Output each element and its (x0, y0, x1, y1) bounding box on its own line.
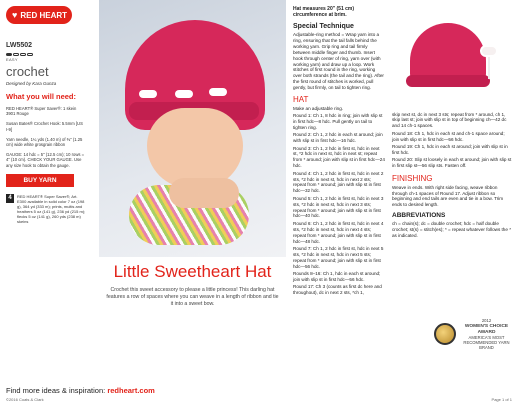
child-face (147, 108, 243, 188)
round-6: Round 6: Ch 1, 2 hdc in first st, hdc in next 4 sts, *2 hdc in next st, hdc in next 4 sts; repeat from * around; join with slip st in first hdc—48 hdc. (293, 220, 384, 244)
ribbon-segment (175, 90, 193, 98)
measurement-note: Hat measures 20" (51 cm) circumference at brim. (293, 5, 355, 18)
round-20: Round 20: Slip st loosely in each st around; join with slip st in first slip st—56 slip sts. Fasten off. (392, 157, 512, 169)
special-technique-text: Adjustable-ring method = Wrap yarn into a ring, ensuring that the tail falls behind the working yarn. Grip ring and tail firmly between middle finger and thumb. Insert hook through center of ring, yarn over (with working yarn) and draw up a loop. Work stitches of first round in the ring, working over both strands (the tail and the ring). After the first round of stitches is worked, pull gently, but firmly, on tail to tighten ring. (293, 32, 384, 91)
instructions-column-1 (293, 4, 385, 296)
finishing-heading: FINISHING (392, 174, 433, 184)
ribbon-tail (488, 57, 490, 79)
pattern-number: LW5502 (6, 42, 33, 49)
page-number: Page 1 of 1 (491, 397, 512, 402)
rounds-8-16: Rounds 8–16: Ch 1, hdc in each st around; join with slip st in first hdc—56 hdc. (293, 271, 381, 283)
pattern-description: Crochet this sweet accessory to please a little princess! This darling hat features a row of spaces where you can weave in a length of ribbon and tie it into a sweet bow. (106, 287, 279, 307)
copyright: ©2016 Coats & Clark (6, 397, 44, 402)
award-text (459, 318, 514, 350)
yarn-weight-icon: 4 (6, 194, 14, 203)
sidebar (0, 0, 92, 380)
award-subtitle: AMERICA'S MOST RECOMMENDED YARN BRAND (463, 335, 510, 350)
gauge-info: GAUGE: 14 hdc = 5" (12.5 cm); 10 rows = 4" (10 cm). CHECK YOUR GAUGE. Use any size hook to obtain the gauge. (6, 152, 85, 168)
round-17: Round 17: Ch 3 (counts as first dc here and throughout), dc in next 2 sts, *ch 1, (293, 284, 382, 296)
footer-prefix: Find more ideas & inspiration: (6, 386, 108, 395)
ribbon-segment (139, 90, 157, 98)
footer-inspiration (6, 386, 512, 395)
yarn-requirement: RED HEART® Super Saver®: 1 skein 3901 Rouge (6, 106, 77, 117)
round-3: Round 3: Ch 1, 2 hdc in first st, hdc in next st, *2 hdc in next st, hdc in next st; repeat from * around; join with slip st in first hdc—24 hdc. (293, 145, 385, 169)
round-17-continued: skip next st, dc in next 3 sts; repeat from * around, ch 1, skip last st; join with slip st in top of beginning ch—42 dc and 14 ch-1 spaces. (392, 111, 507, 129)
round-7: Round 7: Ch 1, 2 hdc in first st, hdc in next 5 sts, *2 hdc in next st, hdc in next 5 sts; repeat from * around; join with slip st in first hdc—56 hdc. (293, 246, 384, 269)
footer-meta (6, 397, 512, 402)
award-name: WOMEN'S CHOICE AWARD (464, 324, 509, 335)
pattern-title: Little Sweetheart Hat (113, 262, 272, 281)
award-year: 2012 (481, 318, 492, 323)
round-1: Round 1: Ch 1, 8 hdc in ring; join with slip st in first hdc—8 hdc. Pull gently on tail to tighten ring. (293, 112, 383, 130)
skill-level-icon (6, 53, 86, 56)
materials-heading: What you will need: (6, 92, 77, 101)
footer (0, 384, 518, 406)
logo-text: RED HEART (20, 10, 68, 20)
abbreviations-heading: ABBREVIATIONS (392, 212, 446, 220)
instructions-column-2 (392, 110, 513, 239)
round-2: Round 2: Ch 1, 2 hdc in each st around; join with slip st in first hdc—16 hdc. (293, 132, 383, 144)
website-link[interactable]: redheart.com (107, 386, 155, 395)
finishing-text: Weave in ends. With right side facing, weave ribbon through ch-1 spaces of Round 17. Adjust ribbon so beginning and end tails are even and tie in a bow. Trim ends to desired length. (392, 184, 504, 208)
yarn-description: RED HEART® Super Saver®, Art. E300 available in solid color 7 oz (198 g), 364 yd (333 m); prints, multis and heathers 5 oz (141 g), 236 yd (215 m); flecks 5 oz (141 g), 260 yds (238 m) skeins (17, 193, 86, 224)
special-technique-heading: Special Technique (293, 22, 354, 30)
hat-small-brim (406, 75, 490, 87)
red-heart-logo[interactable] (6, 6, 72, 24)
hook-requirement: Susan Bates® Crochet Hook: 5.5mm [US I-9] (6, 121, 83, 132)
hat-product-photo (392, 3, 513, 103)
award-badge (434, 318, 514, 350)
abbreviations-text: ch = chain(s); dc = double crochet; hdc = half double crochet; st(s) = stitch(es); * = repeat whatever follows the * as indicated. (392, 221, 511, 239)
craft-type: crochet (6, 64, 49, 79)
bow-icon (480, 45, 498, 57)
round-18: Round 18: Ch 1, hdc in each st and ch-1 space around; join with slip st in first hdc—56 hdc. (392, 130, 505, 142)
medal-icon (434, 323, 456, 345)
hat-intro: Make an adjustable ring. (293, 105, 344, 111)
yarn-info (6, 194, 86, 224)
designer-credit: Designed by Kara Gunza (6, 81, 57, 86)
hero-photo (99, 0, 286, 257)
notions-requirement: Yarn needle, 1¼ yds (1.40 m) of ⅜" (1.25 cm) wide white grosgrain ribbon (6, 136, 83, 148)
child-hands (169, 178, 239, 208)
buy-yarn-button[interactable]: BUY YARN (6, 174, 74, 187)
hat-heading: HAT (293, 95, 309, 105)
heart-icon: ♥ (12, 10, 18, 20)
round-5: Round 5: Ch 1, 2 hdc in first st, hdc in next 3 sts, *2 hdc in next st, hdc in next 3 sts; repeat from * around; join with slip st in first hdc—40 hdc. (293, 195, 384, 219)
title-block (99, 262, 286, 308)
skill-label: EASY (6, 57, 18, 62)
round-19: Round 19: Ch 1, hdc in each st around; join with slip st in first hdc. (392, 144, 508, 155)
ribbon-segment (209, 88, 227, 96)
round-4: Round 4: Ch 1, 2 hdc in first st, hdc in next 2 sts, *2 hdc in next st, hdc in next 2 sts; repeat from * around; join with slip st in first hdc—32 hdc. (293, 170, 384, 194)
